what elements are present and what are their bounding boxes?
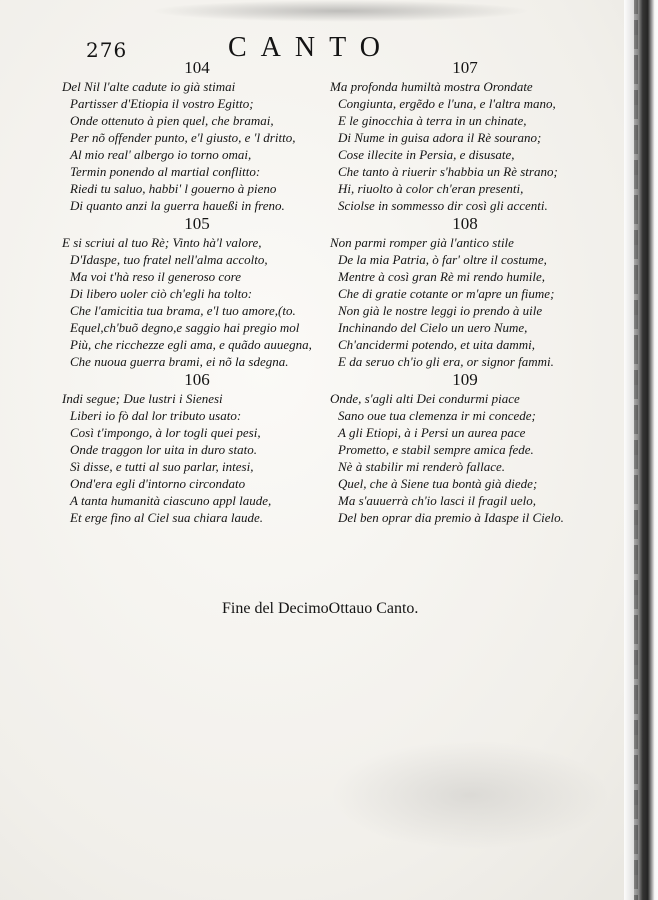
verse-line: Cose illecite in Persia, e disusate, [338,147,515,162]
stanza-number: 109 [452,370,478,389]
verse-line: Che tanto à riuerir s'habbia un Rè strano; [338,164,558,179]
verse-line: Mentre à così gran Rè mi rendo humile, [338,269,545,284]
verse-line: Sciolse in sommesso dir così gli accenti. [338,198,548,213]
verse-line: E da seruo ch'io gli era, or signor fammi. [338,354,554,369]
verse-line: Onde, s'agli alti Dei condurmi piace [330,391,520,406]
verse-line: E le ginocchia à terra in un chinate, [338,113,527,128]
verse-line: Congiunta, ergẽdo e l'una, e l'altra mano, [338,96,556,111]
verse-line: Onde ottenuto à pien quel, che bramai, [70,113,274,128]
left-column [62,58,332,526]
verse-line: De la mia Patria, ò far' oltre il costume, [338,252,547,267]
verse-line: Et erge fino al Ciel sua chiara laude. [70,510,264,525]
verse-line: Che di gratie cotante or m'apre un fiume; [338,286,555,301]
verse-line: Del Nil l'alte cadute io già stimai [62,79,236,94]
verse-line: Indi segue; Due lustri i Sienesi [62,391,223,406]
top-print-smudge [150,0,530,22]
verse-line: Che l'amicitia tua brama, e'l tuo amore,(to. [70,303,296,318]
verse-line: Liberi io fò dal lor tributo usato: [70,408,242,423]
verse-line: A gli Etiopi, à i Persi un aurea pace [338,425,526,440]
verse-line: Sì disse, e tutti al suo parlar, intesi, [70,459,254,474]
verse-line: Che nuoua guerra brami, ei nõ la sdegna. [70,354,289,369]
stanza-number: 108 [452,214,478,233]
verse-line: Ma s'auuerrà ch'io lasci il fragil uelo, [338,493,537,508]
stanza [330,214,600,370]
verse-line: Non già le nostre leggi io prendo à uile [338,303,543,318]
verse-line: Equel,ch'buõ degno,e saggio hai pregio mol [70,320,300,335]
verse-line: Sano oue tua clemenza ir mi concede; [338,408,536,423]
stanza-number: 104 [184,58,210,77]
verse-line: Di Nume in guisa adora il Rè sourano; [338,130,542,145]
running-head: CANTO [228,32,394,63]
page-edge-shadow [624,0,658,900]
verse-line: Hi, riuolto à color ch'eran presenti, [338,181,524,196]
verse-line: Del ben oprar dia premio à Idaspe il Cielo. [338,510,564,525]
verse-line: Al mio real' albergo io torno omai, [70,147,252,162]
right-column [330,58,600,526]
stanza-number: 106 [184,370,210,389]
verse-line: Più, che ricchezze egli ama, e quãdo auuegna, [70,337,312,352]
bleed-through-smudge [330,740,610,850]
verse-line: D'Idaspe, tuo fratel nell'alma accolto, [70,252,268,267]
verse-line: Così t'impongo, à lor togli quei pesi, [70,425,261,440]
verse-line: Di libero uoler ciò ch'egli ha tolto: [70,286,253,301]
stanza-number: 105 [184,214,210,233]
stanza [62,370,332,526]
verse-line: Onde traggon lor uita in duro stato. [70,442,257,457]
verse-line: Partisser d'Etiopia il vostro Egitto; [70,96,254,111]
verse-line: Termin ponendo al martial conflitto: [70,164,261,179]
stanza-number: 107 [452,58,478,77]
verse-line: Di quanto anzi la guerra haueßi in freno. [70,198,285,213]
verse-line: Per nõ offender punto, e'l giusto, e 'l dritto, [70,130,296,145]
stanza [330,370,600,526]
stanza [62,58,332,214]
verse-line: Riedi tu saluo, habbi' l gouerno à pieno [70,181,277,196]
page-number: 276 [86,38,128,62]
verse-line: Prometto, e stabil sempre amica fede. [338,442,534,457]
stanza [62,214,332,370]
verse-line: Inchinando del Cielo un uero Nume, [338,320,528,335]
verse-line: Ma profonda humiltà mostra Orondate [330,79,533,94]
verse-line: Ond'era egli d'intorno circondato [70,476,246,491]
verse-line: Non parmi romper già l'antico stile [330,235,514,250]
verse-line: Ch'ancidermi potendo, et uita dammi, [338,337,536,352]
verse-line: Nè à stabilir mi renderò fallace. [338,459,506,474]
stanza [330,58,600,214]
verse-line: Ma voi t'hà reso il generoso core [70,269,242,284]
verse-line: A tanta humanità ciascuno appl laude, [70,493,272,508]
colophon: Fine del DecimoOttauo Canto. [222,600,419,617]
verse-line: Quel, che à Siene tua bontà già diede; [338,476,538,491]
verse-line: E si scriui al tuo Rè; Vinto hà'l valore, [62,235,262,250]
